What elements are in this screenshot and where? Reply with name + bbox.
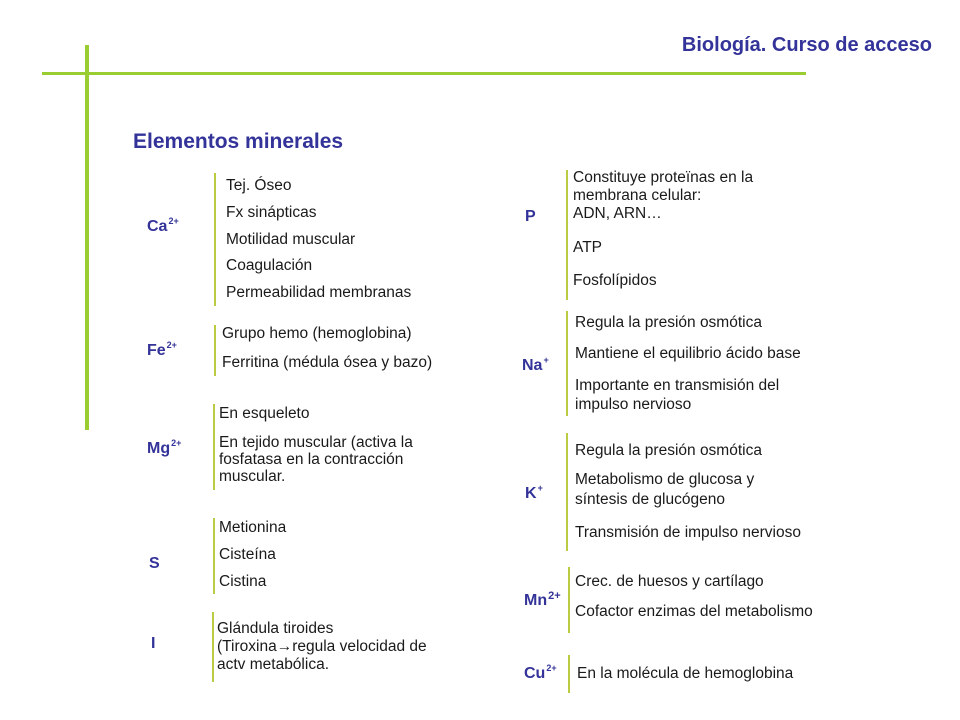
list-item: Regula la presión osmótica — [575, 442, 762, 459]
list-item: Grupo hemo (hemoglobina) — [222, 325, 412, 342]
list-item: En la molécula de hemoglobina — [577, 665, 794, 682]
list-item: muscular. — [219, 468, 286, 485]
divider-line — [213, 518, 215, 594]
divider-line — [212, 612, 214, 682]
element-symbol-ca: $Ca^{2+}$ — [147, 216, 179, 235]
list-item: ATP — [573, 239, 602, 256]
list-item: En tejido muscular (activa la — [219, 434, 413, 451]
divider-line — [566, 433, 568, 551]
course-title: Biología. Curso de acceso — [681, 34, 932, 56]
list-item: Tej. Óseo — [226, 177, 292, 194]
list-item: Constituye proteïnas en la — [573, 169, 754, 186]
element-symbol-fe: $Fe^{2+}$ — [147, 340, 177, 359]
element-symbol-s: S — [149, 555, 160, 572]
list-item: Regula la presión osmótica — [575, 314, 762, 331]
list-item: Crec. de huesos y cartílago — [575, 573, 764, 590]
divider-line — [566, 170, 568, 300]
list-item: Transmisión de impulso nervioso — [575, 524, 801, 541]
element-symbol-mn: $Mn^{2+}$ — [524, 590, 561, 609]
list-item: actv metabólica. — [217, 656, 329, 673]
decorative-horizontal-bar — [42, 72, 806, 75]
decorative-vertical-bar — [85, 45, 89, 430]
list-item: Coagulación — [226, 257, 313, 274]
list-item: Metionina — [219, 519, 287, 536]
list-item: Cistina — [219, 573, 267, 590]
right-arrow-icon: → — [276, 638, 293, 655]
list-item: ADN, ARN… — [573, 205, 662, 222]
list-item: Cofactor enzimas del metabolismo — [575, 603, 813, 620]
list-item: Ferritina (médula ósea y bazo) — [222, 354, 433, 371]
divider-line — [214, 173, 216, 306]
divider-line — [568, 567, 570, 633]
list-item: fosfatasa en la contracción — [219, 451, 404, 468]
list-item: Permeabilidad membranas — [226, 284, 412, 301]
list-item: Metabolismo de glucosa y — [575, 471, 755, 488]
element-symbol-i: I — [151, 635, 156, 652]
list-item: (Tiroxina→regula velocidad de — [217, 638, 427, 655]
list-item: Motilidad muscular — [226, 231, 356, 248]
list-item: Fx sinápticas — [226, 204, 317, 221]
divider-line — [566, 311, 568, 416]
list-item: síntesis de glucógeno — [575, 491, 725, 508]
section-title: Elementos minerales — [133, 130, 344, 153]
divider-line — [214, 325, 216, 376]
list-item: En esqueleto — [219, 405, 310, 422]
list-item: Mantiene el equilibrio ácido base — [575, 345, 801, 362]
list-item: impulso nervioso — [575, 396, 692, 413]
divider-line — [213, 404, 215, 490]
divider-line — [568, 655, 570, 693]
list-item: membrana celular: — [573, 187, 702, 204]
element-symbol-na: Na+ — [522, 355, 549, 374]
element-symbol-p: P — [525, 208, 536, 225]
list-item: Importante en transmisión del — [575, 377, 780, 394]
list-item: Fosfolípidos — [573, 272, 657, 289]
element-symbol-cu: $Cu^{2+}$ — [524, 663, 557, 682]
list-item: Cisteína — [219, 546, 276, 563]
element-symbol-k: K+ — [525, 483, 543, 502]
element-symbol-mg: $Mg^{2+}$ — [147, 438, 182, 457]
list-item: Glándula tiroides — [217, 620, 334, 637]
